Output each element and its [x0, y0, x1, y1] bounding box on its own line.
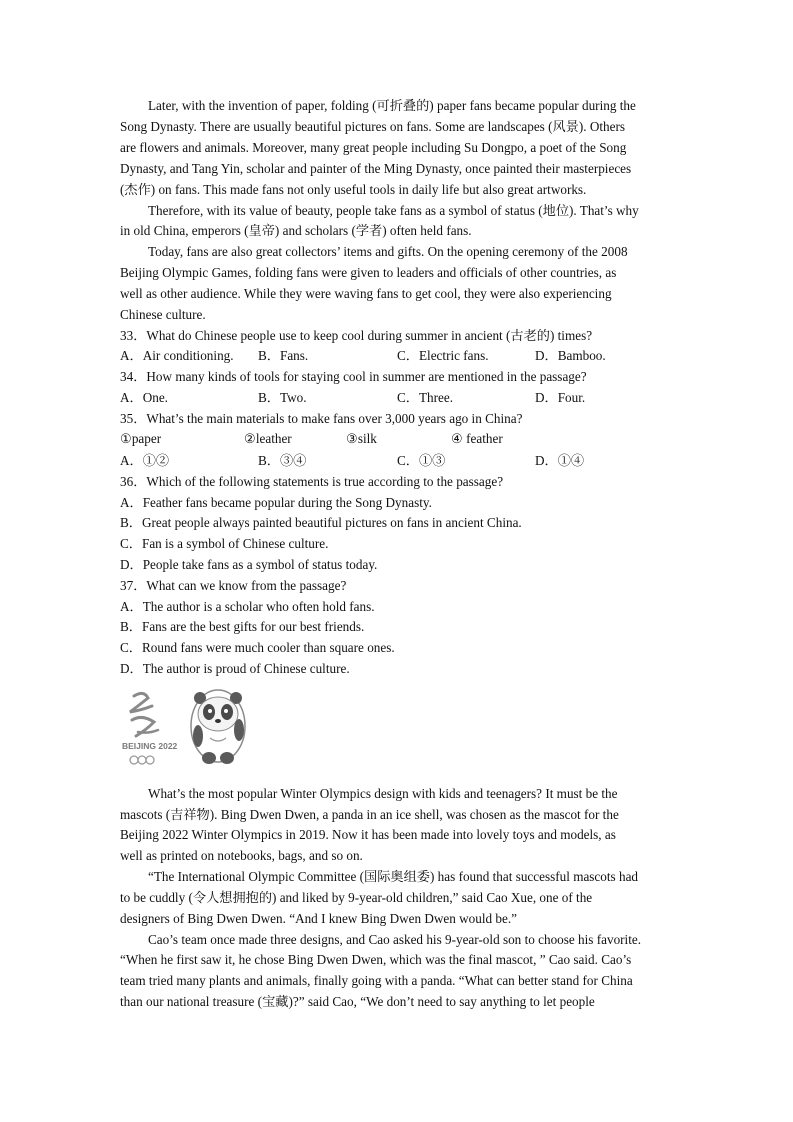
beijing-2022-logo-image — [118, 684, 250, 772]
passage2-line: Beijing 2022 Winter Olympics in 2019. Now it has been made into lovely toys and models, as — [120, 827, 616, 842]
question-35-stem: 35．What’s the main materials to make fans over 3,000 years ago in China? — [120, 411, 523, 426]
option-a: A．①② — [120, 453, 170, 468]
passage2-line: “The International Olympic Committee (国际奥组委) has found that successful mascots had — [148, 869, 639, 884]
option-b: B．Fans. — [258, 348, 309, 363]
option-d: D．①④ — [535, 453, 585, 468]
passage2-line: What’s the most popular Winter Olympics design with kids and teenagers? It must be the — [148, 786, 618, 801]
passage1-line: Later, with the invention of paper, folding (可折叠的) paper fans became popular during the — [148, 98, 636, 113]
passage1-line: well as other audience. While they were waving fans to get cool, they were also experiencing — [120, 286, 612, 301]
passage1-line: Beijing Olympic Games, folding fans were given to leaders and officials of other countries, as — [120, 265, 617, 280]
material-item: ①paper — [120, 431, 162, 446]
passage1-line: Dynasty, and Tang Yin, scholar and painter of the Ming Dynasty, once painted their masterpieces — [120, 161, 632, 176]
option-d: D．Four. — [535, 390, 586, 405]
option-c: C．Fan is a symbol of Chinese culture. — [120, 536, 329, 551]
option-a: A．The author is a scholar who often hold fans. — [120, 599, 375, 614]
bing-dwen-dwen-mascot-icon — [191, 690, 245, 764]
olympic-rings-icon — [130, 756, 154, 764]
option-b: B．Fans are the best gifts for our best friends. — [120, 619, 365, 634]
passage2-line: team tried many plants and animals, finally going with a panda. “What can better stand for China — [120, 973, 633, 988]
option-c: C．Three. — [397, 390, 454, 405]
passage1-line: Song Dynasty. There are usually beautiful pictures on fans. Some are landscapes (风景). Others — [120, 119, 626, 134]
beijing-emblem — [130, 693, 158, 736]
passage1-line: in old China, emperors (皇帝) and scholars (学者) often held fans. — [120, 223, 472, 238]
passage2-line: well as printed on notebooks, bags, and so on. — [120, 848, 363, 863]
question-36-stem: 36．Which of the following statements is true according to the passage? — [120, 474, 504, 489]
option-c: C．Round fans were much cooler than square ones. — [120, 640, 395, 655]
passage1-line: (杰作) on fans. This made fans not only useful tools in daily life but also great artworks. — [120, 182, 587, 197]
passage1-line: Chinese culture. — [120, 307, 206, 322]
question-37-stem: 37．What can we know from the passage? — [120, 578, 347, 593]
option-d: D．People take fans as a symbol of status today. — [120, 557, 378, 572]
passage2-line: mascots (吉祥物). Bing Dwen Dwen, a panda in an ice shell, was chosen as the mascot for the — [120, 807, 619, 822]
passage2-line: designers of Bing Dwen Dwen. “And I knew Bing Dwen Dwen would be.” — [120, 911, 518, 926]
passage2-line: Cao’s team once made three designs, and Cao asked his 9-year-old son to choose his favorite. — [148, 932, 642, 947]
passage2-line: “When he first saw it, he chose Bing Dwen Dwen, which was the final mascot, ” Cao said. Cao’s — [120, 952, 632, 967]
option-a: A．Air conditioning. — [120, 348, 234, 363]
option-b: B．Great people always painted beautiful pictures on fans in ancient China. — [120, 515, 522, 530]
passage2-line: to be cuddly (令人想拥抱的) and liked by 9-year-old children,” said Cao Xue, one of the — [120, 890, 593, 905]
passage1-line: Today, fans are also great collectors’ items and gifts. On the opening ceremony of the 2008 — [148, 244, 628, 259]
material-item: ③silk — [346, 431, 377, 446]
material-item: ④ feather — [451, 431, 503, 446]
question-34-stem: 34．How many kinds of tools for staying cool in summer are mentioned in the passage? — [120, 369, 587, 384]
option-b: B．Two. — [258, 390, 307, 405]
question-33-stem: 33．What do Chinese people use to keep cool during summer in ancient (古老的) times? — [120, 328, 593, 343]
option-a: A．Feather fans became popular during the Song Dynasty. — [120, 495, 432, 510]
passage1-line: Therefore, with its value of beauty, people take fans as a symbol of status (地位). That’s why — [148, 203, 639, 218]
passage2-line: than our national treasure (宝藏)?” said Cao, “We don’t need to say anything to let people — [120, 994, 595, 1009]
option-c: C．Electric fans. — [397, 348, 489, 363]
option-d: D．Bamboo. — [535, 348, 606, 363]
option-d: D．The author is proud of Chinese culture. — [120, 661, 350, 676]
option-c: C．①③ — [397, 453, 446, 468]
material-item: ②leather — [244, 431, 292, 446]
option-a: A．One. — [120, 390, 168, 405]
emblem-text: BEIJING 2022 — [122, 741, 178, 751]
option-b: B．③④ — [258, 453, 307, 468]
passage1-line: are flowers and animals. Moreover, many great people including Su Dongpo, a poet of the Song — [120, 140, 627, 155]
